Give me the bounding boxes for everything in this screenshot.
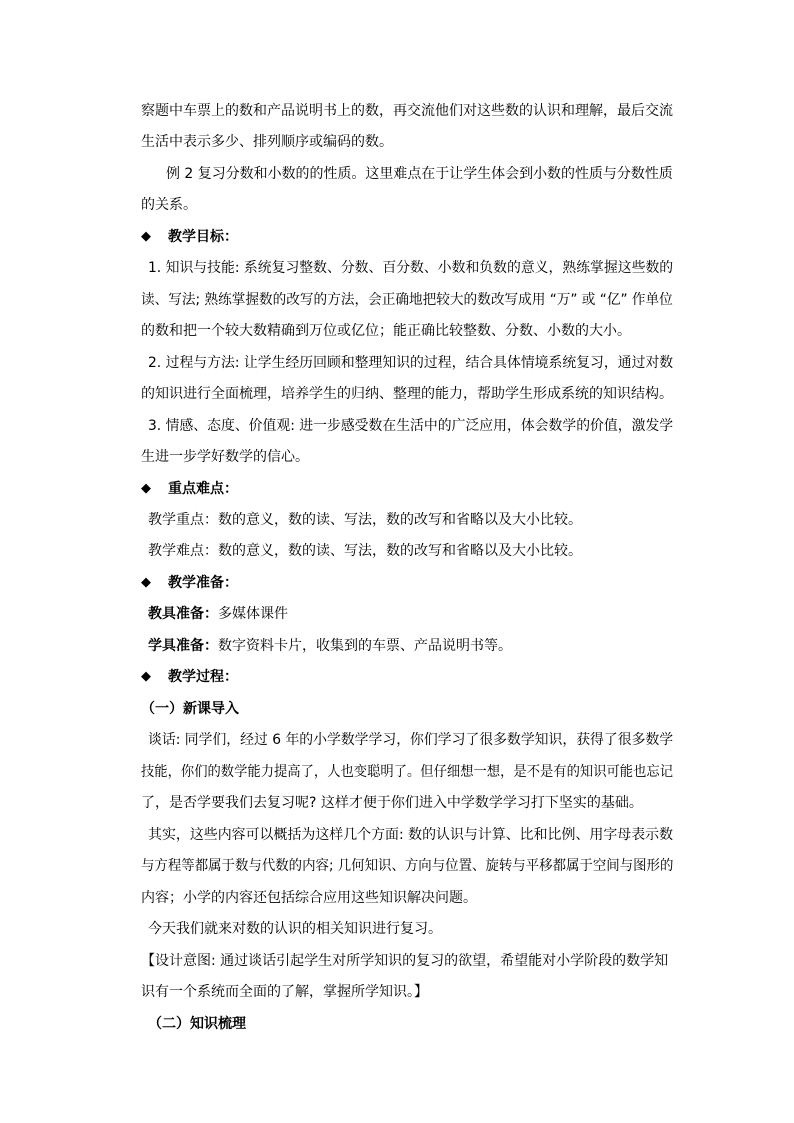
teaching-difficulty: 教学难点：数的意义，数的读、写法，数的改写和省略以及大小比较。 bbox=[148, 543, 582, 559]
student-prep bbox=[148, 636, 512, 656]
goals-diamond-icon: ◆ bbox=[141, 229, 151, 244]
goal1-line-2: 读、写法; 熟练掌握数的改写的方法，会正确地把较大的数改写成用 “万” 或 “亿” 作单位 bbox=[141, 292, 673, 308]
today-line: 今天我们就来对数的认识的相关知识进行复习。 bbox=[148, 921, 442, 937]
student-prep-label: 学具准备： bbox=[148, 638, 218, 654]
prep-diamond-icon: ◆ bbox=[141, 575, 151, 590]
intro-line-2: 生活中表示多少、排列顺序或编码的数。 bbox=[141, 134, 393, 150]
teaching-focus: 教学重点：数的意义，数的读、写法，数的改写和省略以及大小比较。 bbox=[148, 512, 582, 528]
goal1-line-1: 1. 知识与技能: 系统复习整数、分数、百分数、小数和负数的意义，熟练掌握这些数的 bbox=[148, 260, 674, 276]
example2-line-1: 例 2 复习分数和小数的的性质。这里难点在于让学生体会到小数的性质与分数性质 bbox=[166, 166, 673, 182]
process-diamond-icon: ◆ bbox=[141, 669, 151, 684]
goal3-line-2: 生进一步学好数学的信心。 bbox=[141, 449, 309, 465]
goal1-line-3: 的数和把一个较大数精确到万位或亿位；能正确比较整数、分数、小数的大小。 bbox=[141, 323, 631, 339]
summary-line-3: 内容；小学的内容还包括综合应用这些知识解决问题。 bbox=[141, 890, 477, 906]
summary-line-1: 其实，这些内容可以概括为这样几个方面: 数的认识与计算、比和比例、用字母表示数 bbox=[148, 827, 674, 843]
keypoints-diamond-icon: ◆ bbox=[141, 481, 151, 496]
prep-heading: 教学准备： bbox=[168, 575, 238, 591]
talk-line-1: 谈话: 同学们，经过 6 年的小学数学学习，你们学习了很多数学知识，获得了很多数学 bbox=[148, 732, 674, 748]
goal3-line-1: 3. 情感、态度、价值观: 进一步感受数在生活中的广泛应用，体会数学的价值，激发学 bbox=[148, 418, 674, 434]
example2-line-2: 的关系。 bbox=[141, 197, 197, 213]
section-intro-heading: （一）新课导入 bbox=[141, 701, 239, 717]
student-prep-text: 数字资料卡片，收集到的车票、产品说明书等。 bbox=[218, 638, 512, 654]
design-intent-line-1: 【设计意图: 通过谈话引起学生对所学知识的复习的欲望，希望能对小学阶段的数学知 bbox=[141, 953, 669, 969]
goal2-line-1: 2. 过程与方法: 让学生经历回顾和整理知识的过程，结合具体情境系统复习，通过对数 bbox=[148, 355, 674, 371]
teacher-prep bbox=[148, 604, 288, 624]
goals-heading: 教学目标： bbox=[168, 229, 238, 245]
talk-line-2: 技能，你们的数学能力提高了，人也变聪明了。但仔细想一想，是不是有的知识可能也忘记 bbox=[141, 764, 673, 780]
teacher-prep-label: 教具准备： bbox=[148, 606, 218, 622]
section-review-heading: （二）知识梳理 bbox=[148, 1016, 246, 1032]
process-heading: 教学过程： bbox=[168, 669, 238, 685]
teacher-prep-text: 多媒体课件 bbox=[218, 606, 288, 622]
keypoints-heading: 重点难点： bbox=[168, 481, 238, 497]
design-intent-line-2: 识有一个系统而全面的了解，掌握所学知识。】 bbox=[141, 984, 428, 1000]
summary-line-2: 与方程等都属于数与代数的内容; 几何知识、方向与位置、旋转与平移都属于空间与图形的 bbox=[141, 858, 674, 874]
talk-line-3: 了，是否学要我们去复习呢? 这样才便于你们进入中学数学学习打下坚实的基础。 bbox=[141, 795, 643, 811]
goal2-line-2: 的知识进行全面梳理，培养学生的归纳、整理的能力，帮助学生形成系统的知识结构。 bbox=[141, 386, 673, 402]
intro-line-1: 察题中车票上的数和产品说明书上的数，再交流他们对这些数的认识和理解，最后交流 bbox=[141, 103, 673, 119]
